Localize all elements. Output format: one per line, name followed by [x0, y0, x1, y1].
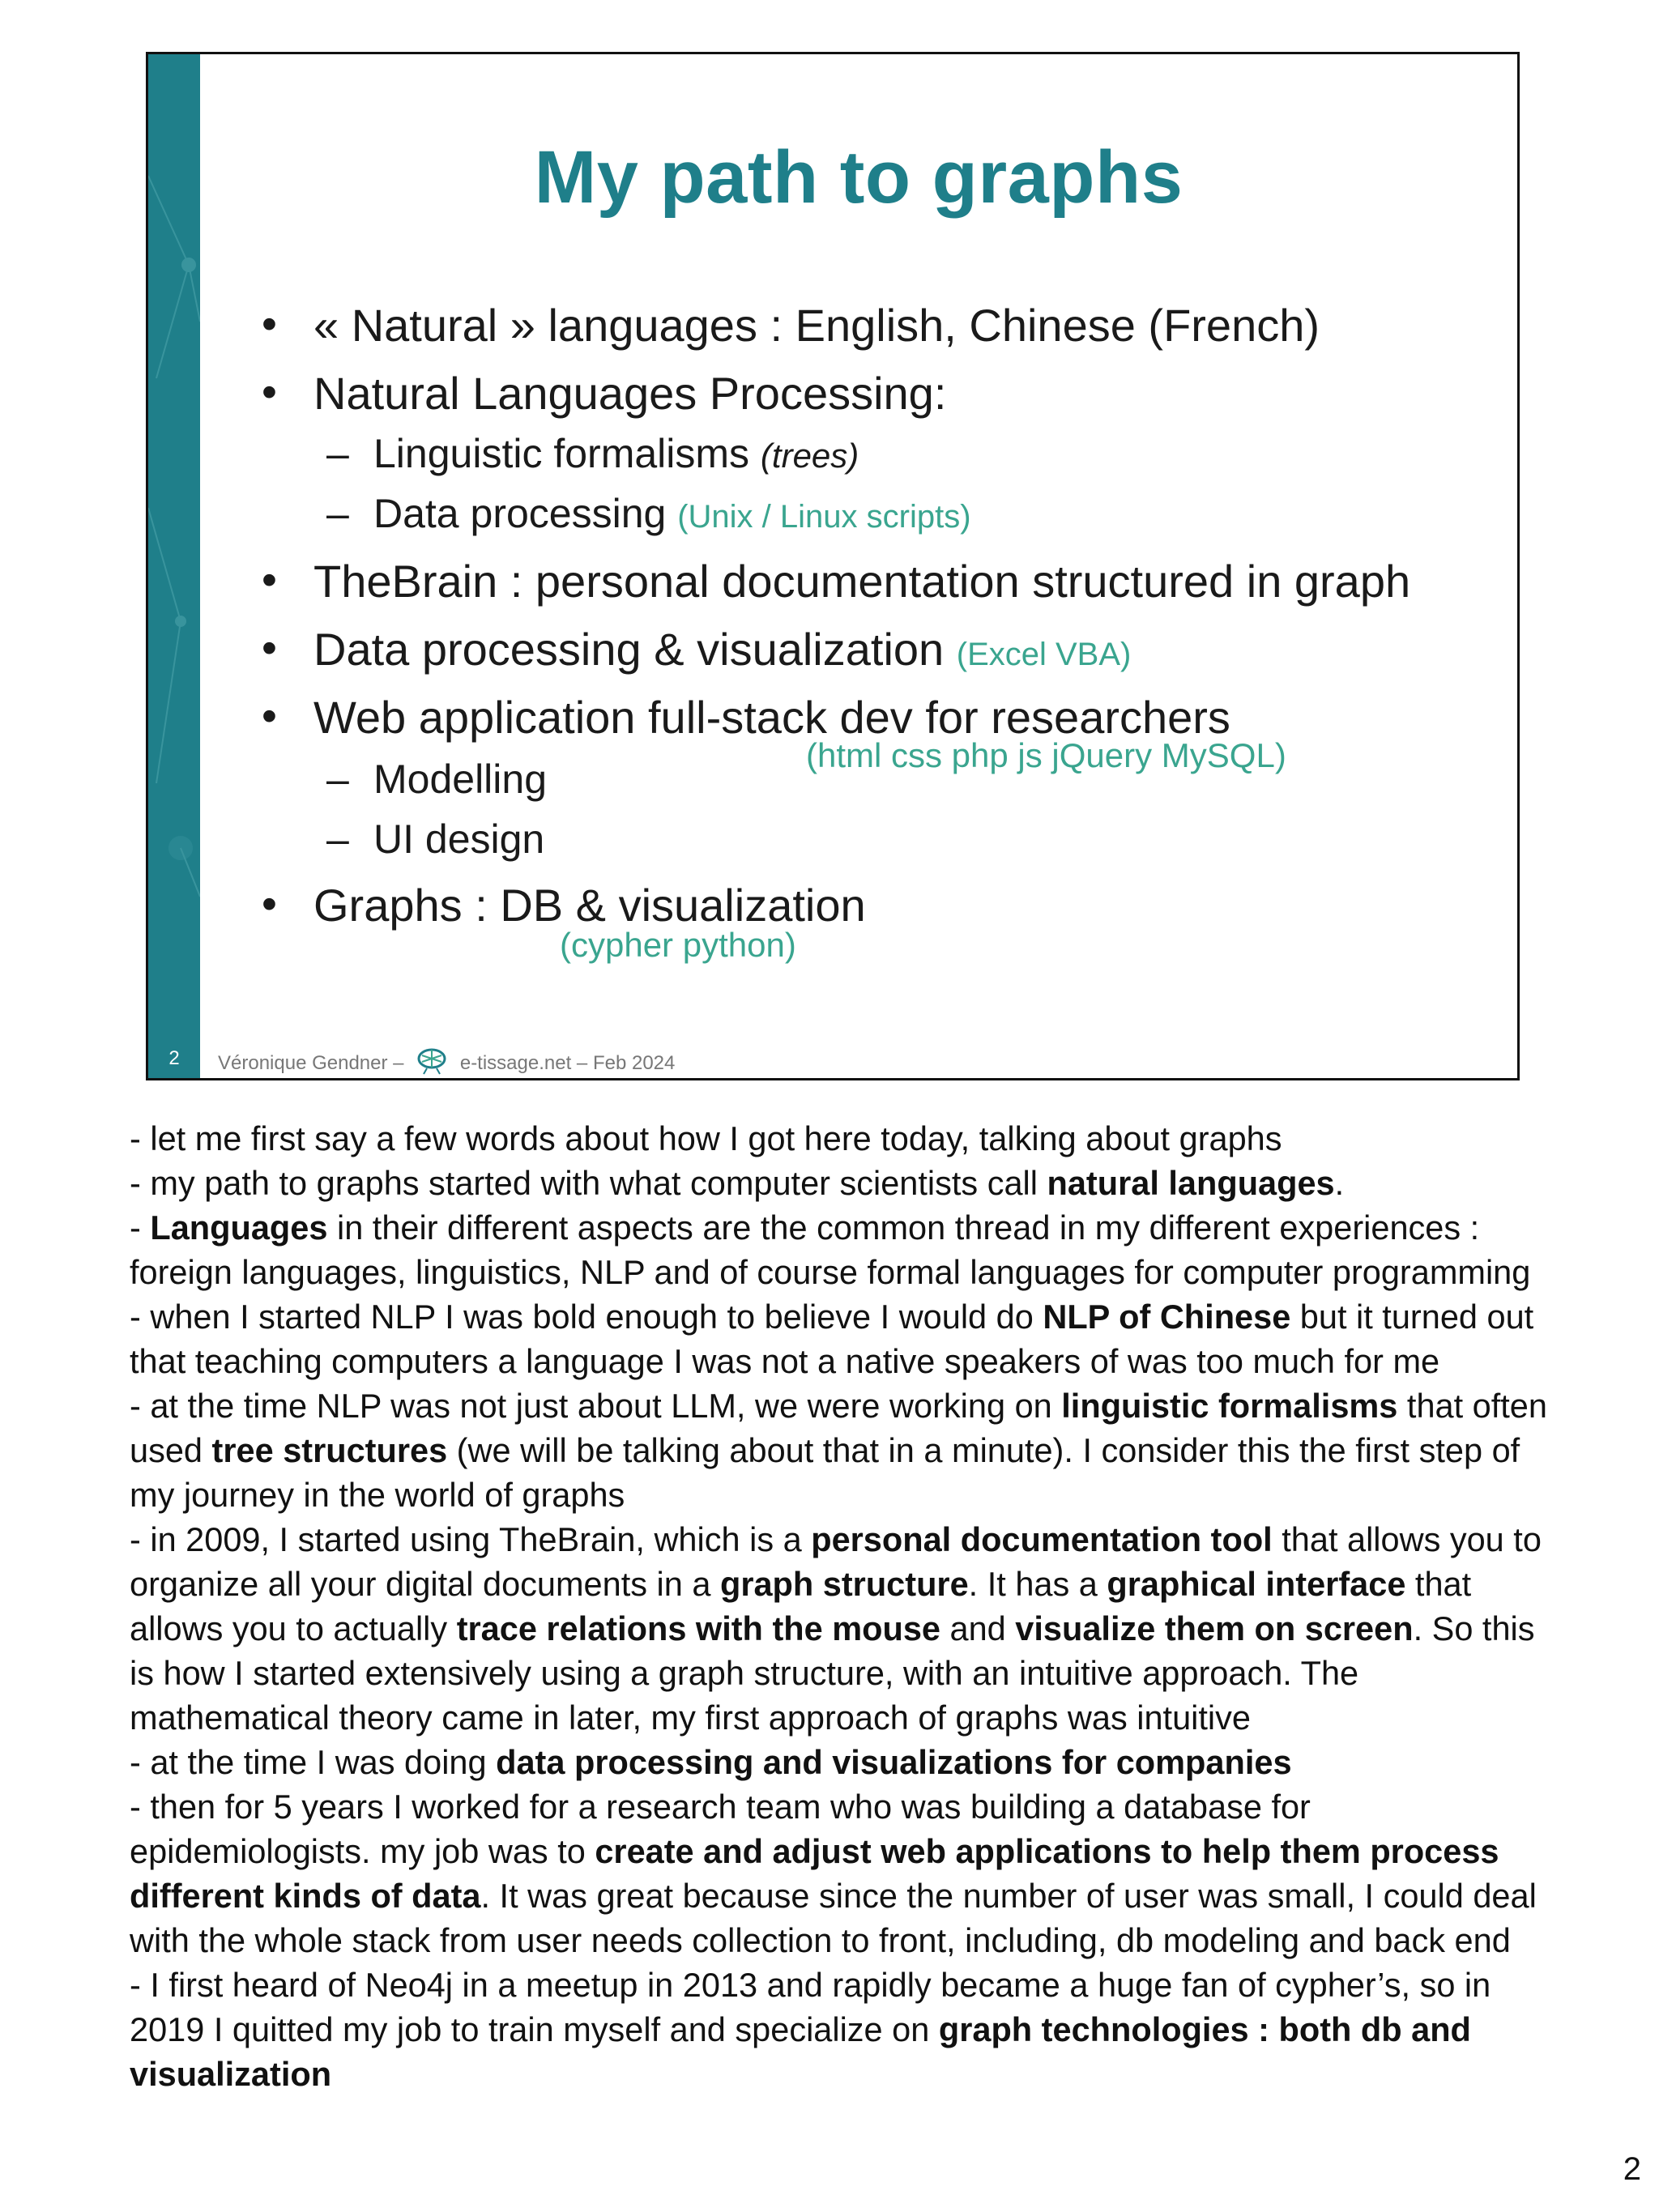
- notes-bold-text: Languages: [150, 1208, 328, 1247]
- notes-text: . It has a: [968, 1565, 1107, 1603]
- bullet-web-application: • Web application full-stack dev for researchers: [262, 692, 1230, 743]
- bullet-nlp: • Natural Languages Processing:: [262, 368, 947, 419]
- notes-text: .: [1334, 1164, 1345, 1202]
- notes-text: - when I started NLP I was bold enough to believe I would do: [130, 1298, 1043, 1336]
- slide-title: My path to graphs: [534, 136, 1183, 219]
- notes-paragraph: [130, 1161, 1555, 1205]
- footer-author: Véronique Gendner –: [218, 1051, 404, 1074]
- notes-paragraph: [130, 1383, 1555, 1517]
- sub-bullet-data-processing: – Data processing (Unix / Linux scripts): [326, 491, 971, 536]
- notes-bold-text: trace relations with the mouse: [456, 1609, 940, 1647]
- notes-text: (we will be talking about that in a minute). I consider this the first step of my journey in the world of graphs: [130, 1431, 1520, 1514]
- notes-bold-text: natural languages: [1047, 1164, 1335, 1202]
- notes-text: in their different aspects are the common thread in my different experiences : foreign languages, linguistics, NLP and of course formal languages for computer programming: [130, 1208, 1531, 1291]
- sub-bullet-linguistic-formalisms: – Linguistic formalisms (trees): [326, 431, 859, 476]
- notes-paragraph: [130, 1963, 1555, 2096]
- slide-footer: [148, 1044, 1517, 1076]
- speaker-notes: [130, 1116, 1555, 2096]
- notes-bold-text: graph technologies : both db and visualization: [130, 2010, 1471, 2093]
- notes-text: -: [130, 1208, 151, 1247]
- graphs-stack-note: (cypher python): [560, 926, 796, 964]
- notes-bold-text: data processing and visualizations for companies: [496, 1743, 1292, 1781]
- notes-bold-text: graphical interface: [1107, 1565, 1406, 1603]
- notes-bold-text: graph structure: [719, 1565, 969, 1603]
- slide-bullet-list: [148, 54, 1517, 1078]
- slide: [146, 52, 1520, 1080]
- sub-bullet-modelling: – Modelling: [326, 757, 548, 802]
- slide-number: 2: [168, 1047, 180, 1069]
- bullet-thebrain: • TheBrain : personal documentation structured in graph: [262, 556, 1411, 607]
- notes-text: . So this is how I started extensively using a graph structure, with an intuitive approach. The mathematical theory came in later, my first approach of graphs was intuitive: [130, 1609, 1535, 1737]
- notes-text: that often used: [130, 1387, 1547, 1469]
- notes-bold-text: visualize them on screen: [1015, 1609, 1414, 1647]
- notes-paragraph: [130, 1517, 1555, 1740]
- notes-paragraph: [130, 1116, 1555, 1161]
- notes-text: - I first heard of Neo4j in a meetup in 2013 and rapidly became a huge fan of cypher’s, so in 2019 I quitted my job to train myself and specialize on: [130, 1966, 1491, 2048]
- notes-paragraph: [130, 1784, 1555, 1963]
- notes-text: - let me first say a few words about how I got here today, talking about graphs: [130, 1119, 1282, 1157]
- page-number: 2: [1623, 2151, 1641, 2187]
- notes-paragraph: [130, 1740, 1555, 1784]
- notes-bold-text: tree structures: [211, 1431, 448, 1469]
- notes-text: - at the time NLP was not just about LLM, we were working on: [130, 1387, 1062, 1425]
- notes-bold-text: NLP of Chinese: [1043, 1298, 1291, 1336]
- notes-text: and: [940, 1609, 1016, 1647]
- footer-site: e-tissage.net – Feb 2024: [459, 1051, 676, 1074]
- sub-bullet-ui-design: – UI design: [326, 816, 545, 862]
- notes-text: - at the time I was doing: [130, 1743, 497, 1781]
- bullet-natural-languages: • « Natural » languages : English, Chinese (French): [262, 300, 1320, 351]
- notes-text: . It was great because since the number of user was small, I could deal with the whole stack from user needs collection to front, including, db modeling and back end: [130, 1877, 1537, 1959]
- e-tissage-logo-icon: [416, 1047, 448, 1080]
- notes-paragraph: [130, 1205, 1555, 1294]
- notes-paragraph: [130, 1294, 1555, 1383]
- notes-text: - in 2009, I started using TheBrain, which is a: [130, 1520, 812, 1558]
- notes-text: that allows you to actually: [130, 1565, 1472, 1647]
- web-stack-note: (html css php js jQuery MySQL): [806, 736, 1286, 774]
- notes-bold-text: personal documentation tool: [811, 1520, 1273, 1558]
- bullet-graphs: • Graphs : DB & visualization: [262, 880, 866, 931]
- notes-text: but it turned out that teaching computers a language I was not a native speakers of was too much for me: [130, 1298, 1534, 1380]
- notes-bold-text: linguistic formalisms: [1061, 1387, 1398, 1425]
- notes-bold-text: create and adjust web applications to help them process different kinds of data: [130, 1832, 1499, 1915]
- notes-text: - then for 5 years I worked for a research team who was building a database for epidemiologists. my job was to: [130, 1788, 1311, 1870]
- bullet-data-visualization: • Data processing & visualization (Excel VBA): [262, 624, 1132, 675]
- notes-text: that allows you to organize all your digital documents in a: [130, 1520, 1542, 1603]
- notes-text: - my path to graphs started with what computer scientists call: [130, 1164, 1047, 1202]
